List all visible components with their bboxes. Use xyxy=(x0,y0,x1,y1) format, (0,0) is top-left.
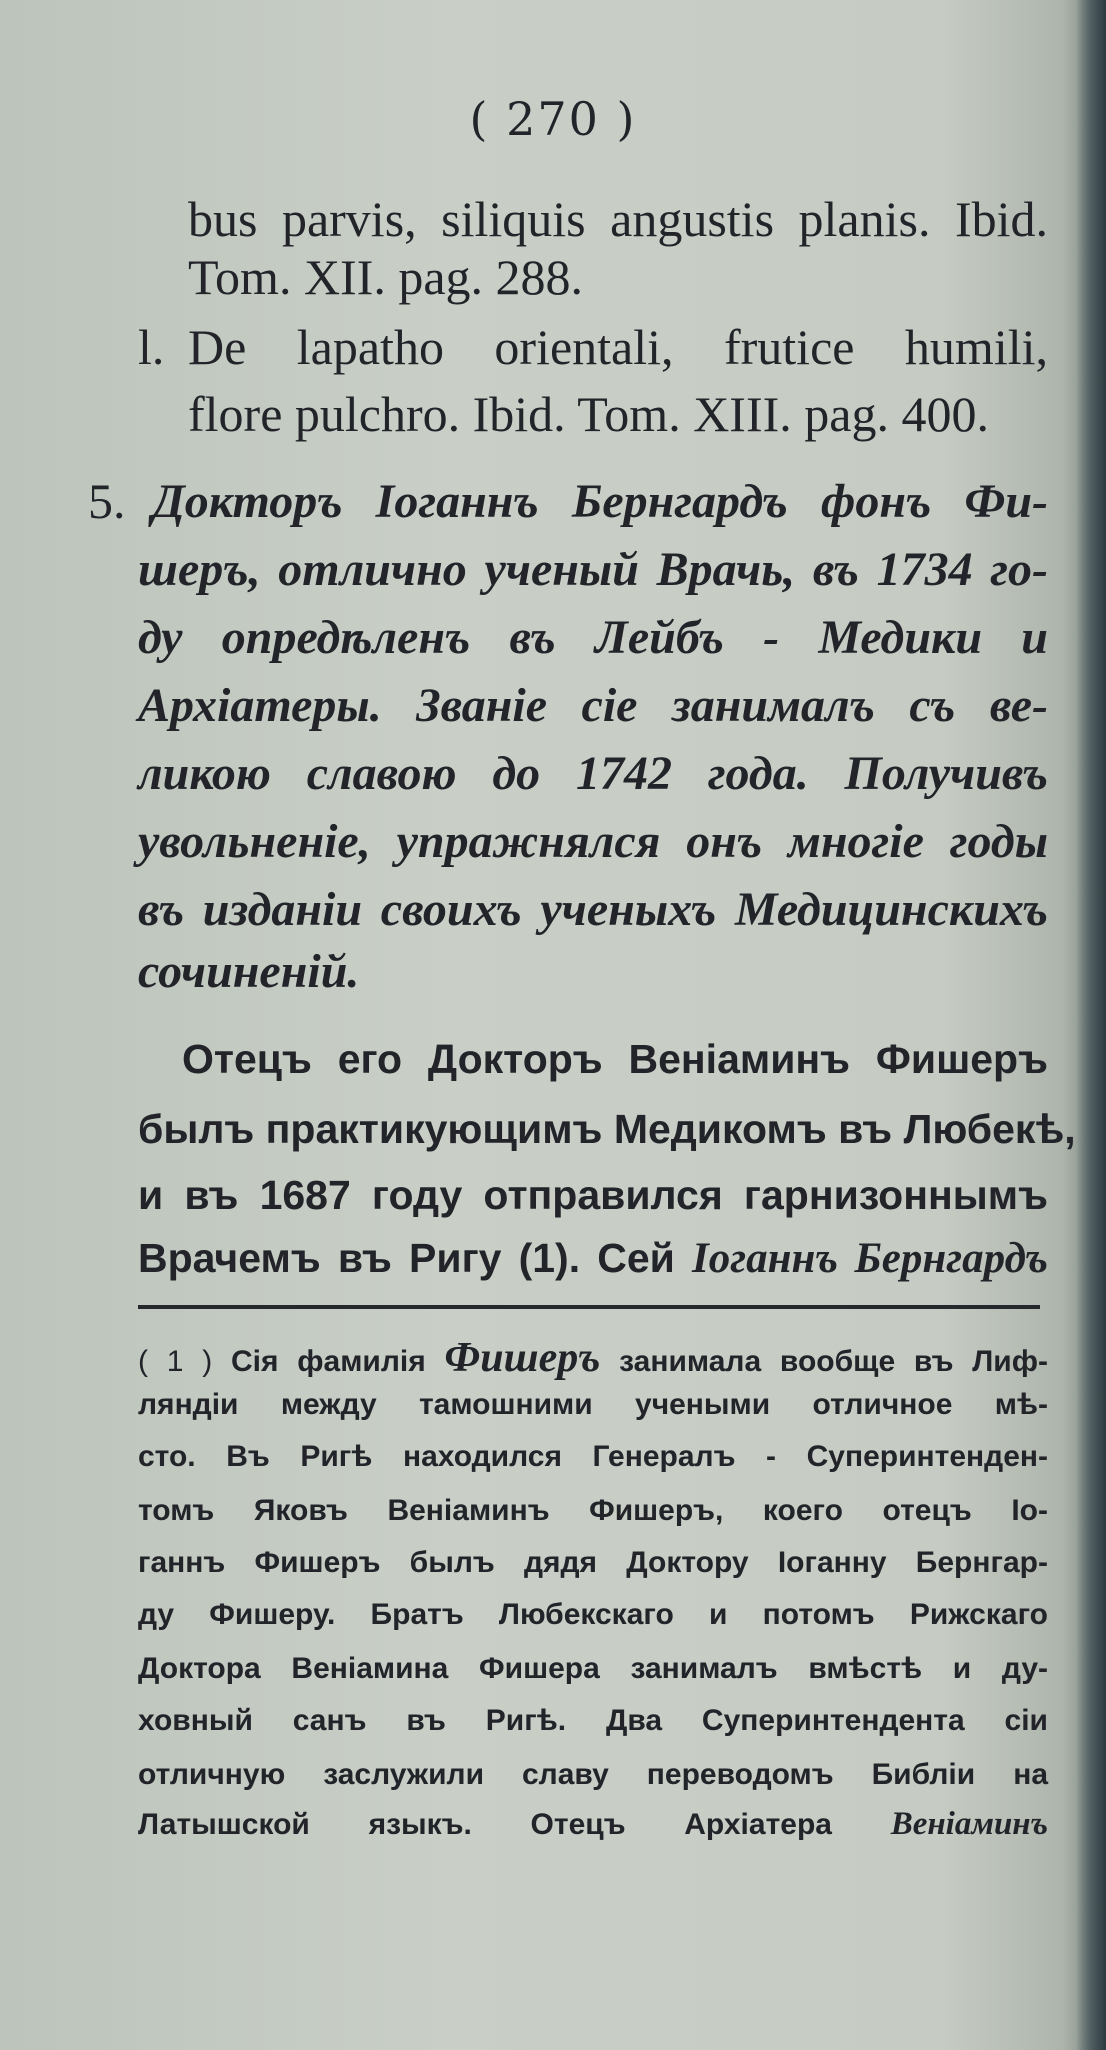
footnote-line-5: ганнъ Фишеръ былъ дядя Доктору Іоганну Бернгар- xyxy=(138,1546,1048,1579)
footnote-rule xyxy=(138,1305,1040,1309)
body-line-3: и въ 1687 году отправился гарнизоннымъ xyxy=(138,1172,1048,1218)
latin-item-marker: l. xyxy=(138,319,165,375)
entry-line-7: въ изданіи своихъ ученыхъ Медицинскихъ xyxy=(138,883,1048,936)
footnote-line-1 xyxy=(138,1334,1048,1382)
footnote-line-9: отличную заслужили славу переводомъ Библіи на xyxy=(138,1758,1048,1791)
latin-line-2: Tom. XII. pag. 288. xyxy=(188,249,584,305)
footnote-line-10-italic: Веніаминъ xyxy=(890,1806,1049,1842)
footnote-marker: ( 1 ) xyxy=(138,1345,213,1378)
footnote-line-1-rest: занимала вообще въ Лиф- xyxy=(619,1345,1048,1378)
entry-line-3: ду опредѣленъ въ Лейбъ - Медики и xyxy=(138,611,1048,664)
page-number: ( 270 ) xyxy=(469,92,637,146)
page-edge-shadow xyxy=(1076,0,1106,2050)
entry-line-8: сочиненій. xyxy=(138,945,360,998)
footnote-line-6: ду Фишеру. Братъ Любекскаго и потомъ Рижскаго xyxy=(138,1598,1048,1631)
footnote-line-4: томъ Яковъ Веніаминъ Фишеръ, коего отецъ Іо- xyxy=(138,1494,1048,1527)
entry-number: 5. xyxy=(88,473,126,529)
entry-line-2: шеръ, отлично ученый Врачь, въ 1734 го- xyxy=(138,543,1048,596)
footnote-line-10-text: Латышской языкъ. Отецъ Архіатера xyxy=(138,1808,832,1841)
latin-line-1: bus parvis, siliquis angustis planis. Ibid. xyxy=(188,191,1048,247)
footnote-line-10 xyxy=(138,1806,1048,1843)
entry-line-1: Докторъ Іоганнъ Бернгардъ фонъ Фи- xyxy=(152,475,1048,528)
body-line-4-italic: Іоганнъ Бернгардъ xyxy=(692,1235,1048,1282)
footnote-line-1-italic: Фишеръ xyxy=(444,1335,601,1381)
body-line-2: былъ практикующимъ Медикомъ въ Любекѣ, xyxy=(138,1106,1076,1152)
footnote-line-1-text: Сія фамилія xyxy=(231,1345,426,1378)
footnote-line-2: ляндіи между тамошними учеными отличное мѣ- xyxy=(138,1388,1048,1421)
latin-line-4: flore pulchro. Ibid. Tom. XIII. pag. 400. xyxy=(188,386,989,442)
latin-line-3: De lapatho orientali, frutice humili, xyxy=(188,319,1048,375)
entry-line-4: Архіатеры. Званіе сіе занималъ съ ве- xyxy=(138,679,1048,732)
entry-line-6: увольненіе, упражнялся онъ многіе годы xyxy=(138,815,1048,868)
body-line-1: Отецъ его Докторъ Веніаминъ Фишеръ xyxy=(182,1036,1048,1082)
body-line-4 xyxy=(138,1234,1048,1283)
footnote-line-7: Доктора Веніамина Фишера занималъ вмѣстѣ и ду- xyxy=(138,1652,1048,1685)
entry-line-5: ликою славою до 1742 года. Получивъ xyxy=(138,747,1048,800)
body-line-4-text: Врачемъ въ Ригу (1). Сей xyxy=(138,1235,675,1281)
footnote-line-8: ховный санъ въ Ригѣ. Два Суперинтендента сіи xyxy=(138,1704,1048,1737)
footnote-line-3: сто. Въ Ригѣ находился Генералъ - Суперинтенден- xyxy=(138,1440,1048,1473)
